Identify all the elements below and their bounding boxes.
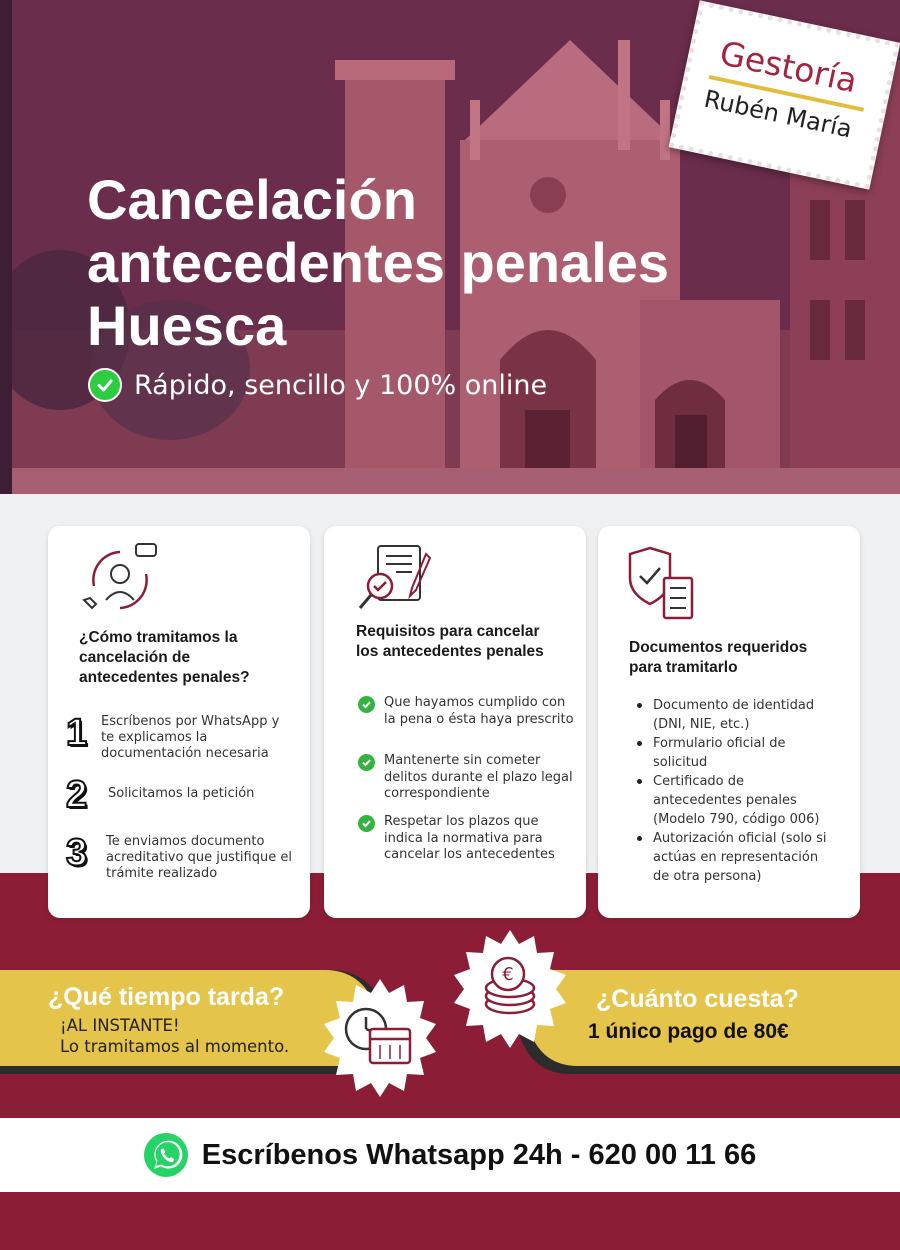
subtitle-text: Rápido, sencillo y 100% online bbox=[134, 369, 548, 401]
document-item: Formulario oficial de solicitud bbox=[634, 734, 834, 772]
document-search-icon bbox=[356, 540, 436, 620]
hero-subtitle bbox=[88, 368, 547, 402]
svg-text:€: € bbox=[502, 964, 514, 985]
time-answer-line2: Lo tramitamos al momento. bbox=[60, 1037, 290, 1056]
logo-line2: Rubén María bbox=[701, 84, 855, 144]
step-number: 1 bbox=[66, 712, 88, 754]
check-circle-icon bbox=[358, 815, 375, 832]
title-line: antecedentes penales bbox=[87, 231, 670, 294]
documents-card bbox=[598, 526, 860, 918]
requirement-text: Mantenerte sin cometer delitos durante el plazo legal correspondiente bbox=[384, 753, 573, 801]
page-title bbox=[87, 168, 787, 357]
shield-checklist-icon bbox=[626, 544, 696, 622]
clock-calendar-icon bbox=[318, 977, 442, 1101]
check-circle-icon bbox=[358, 696, 375, 713]
hero-banner bbox=[0, 0, 900, 494]
title-line: Cancelación bbox=[87, 168, 417, 231]
document-item: Certificado de antecedentes penales (Modelo 790, código 006) bbox=[634, 772, 834, 829]
requirement-item bbox=[358, 695, 574, 728]
title-line: Huesca bbox=[87, 294, 287, 357]
document-item: Documento de identidad (DNI, NIE, etc.) bbox=[634, 696, 834, 734]
hero-left-bar bbox=[0, 0, 12, 494]
documents-title: Documentos requeridos para tramitarlo bbox=[629, 639, 808, 676]
cost-question: ¿Cuánto cuesta? bbox=[596, 985, 799, 1013]
maroon-footer-band bbox=[0, 1192, 900, 1250]
check-circle-icon bbox=[358, 754, 375, 771]
time-answer-line1: ¡AL INSTANTE! bbox=[60, 1016, 180, 1035]
requirement-text: Respetar los plazos que indica la normativa para cancelar los antecedentes bbox=[384, 814, 555, 862]
check-circle-icon bbox=[88, 368, 122, 402]
cost-answer: 1 único pago de 80€ bbox=[588, 1020, 789, 1043]
whatsapp-contact-text[interactable]: Escríbenos Whatsapp 24h - 620 00 11 66 bbox=[201, 1138, 757, 1171]
process-step bbox=[66, 834, 296, 882]
step-number: 2 bbox=[66, 774, 88, 816]
requirement-item bbox=[358, 814, 574, 864]
step-text: Te enviamos documento acreditativo que justifique el trámite realizado bbox=[106, 834, 292, 881]
support-agent-icon bbox=[80, 540, 160, 620]
process-title: ¿Cómo tramitamos la cancelación de antecedentes penales? bbox=[79, 629, 250, 686]
requirement-item bbox=[358, 753, 574, 803]
euro-coins-icon bbox=[448, 928, 572, 1052]
whatsapp-contact-bar[interactable] bbox=[0, 1118, 900, 1192]
requirements-title: Requisitos para cancelar los antecedentes penales bbox=[356, 623, 544, 660]
process-card bbox=[48, 526, 310, 918]
time-question: ¿Qué tiempo tarda? bbox=[48, 983, 285, 1011]
requirement-text: Que hayamos cumplido con la pena o ésta haya prescrito bbox=[384, 695, 574, 727]
logo-line1: Gestoría bbox=[716, 33, 861, 101]
document-item: Autorización oficial (solo si actúas en representación de otra persona) bbox=[634, 829, 834, 886]
step-number: 3 bbox=[66, 832, 88, 874]
whatsapp-icon[interactable] bbox=[144, 1133, 188, 1177]
step-text: Escríbenos por WhatsApp y te explicamos la documentación necesaria bbox=[101, 714, 280, 761]
process-step bbox=[66, 776, 298, 814]
process-step bbox=[66, 714, 291, 762]
requirements-card bbox=[324, 526, 586, 918]
documents-list bbox=[634, 696, 834, 886]
step-text: Solicitamos la petición bbox=[108, 786, 255, 801]
